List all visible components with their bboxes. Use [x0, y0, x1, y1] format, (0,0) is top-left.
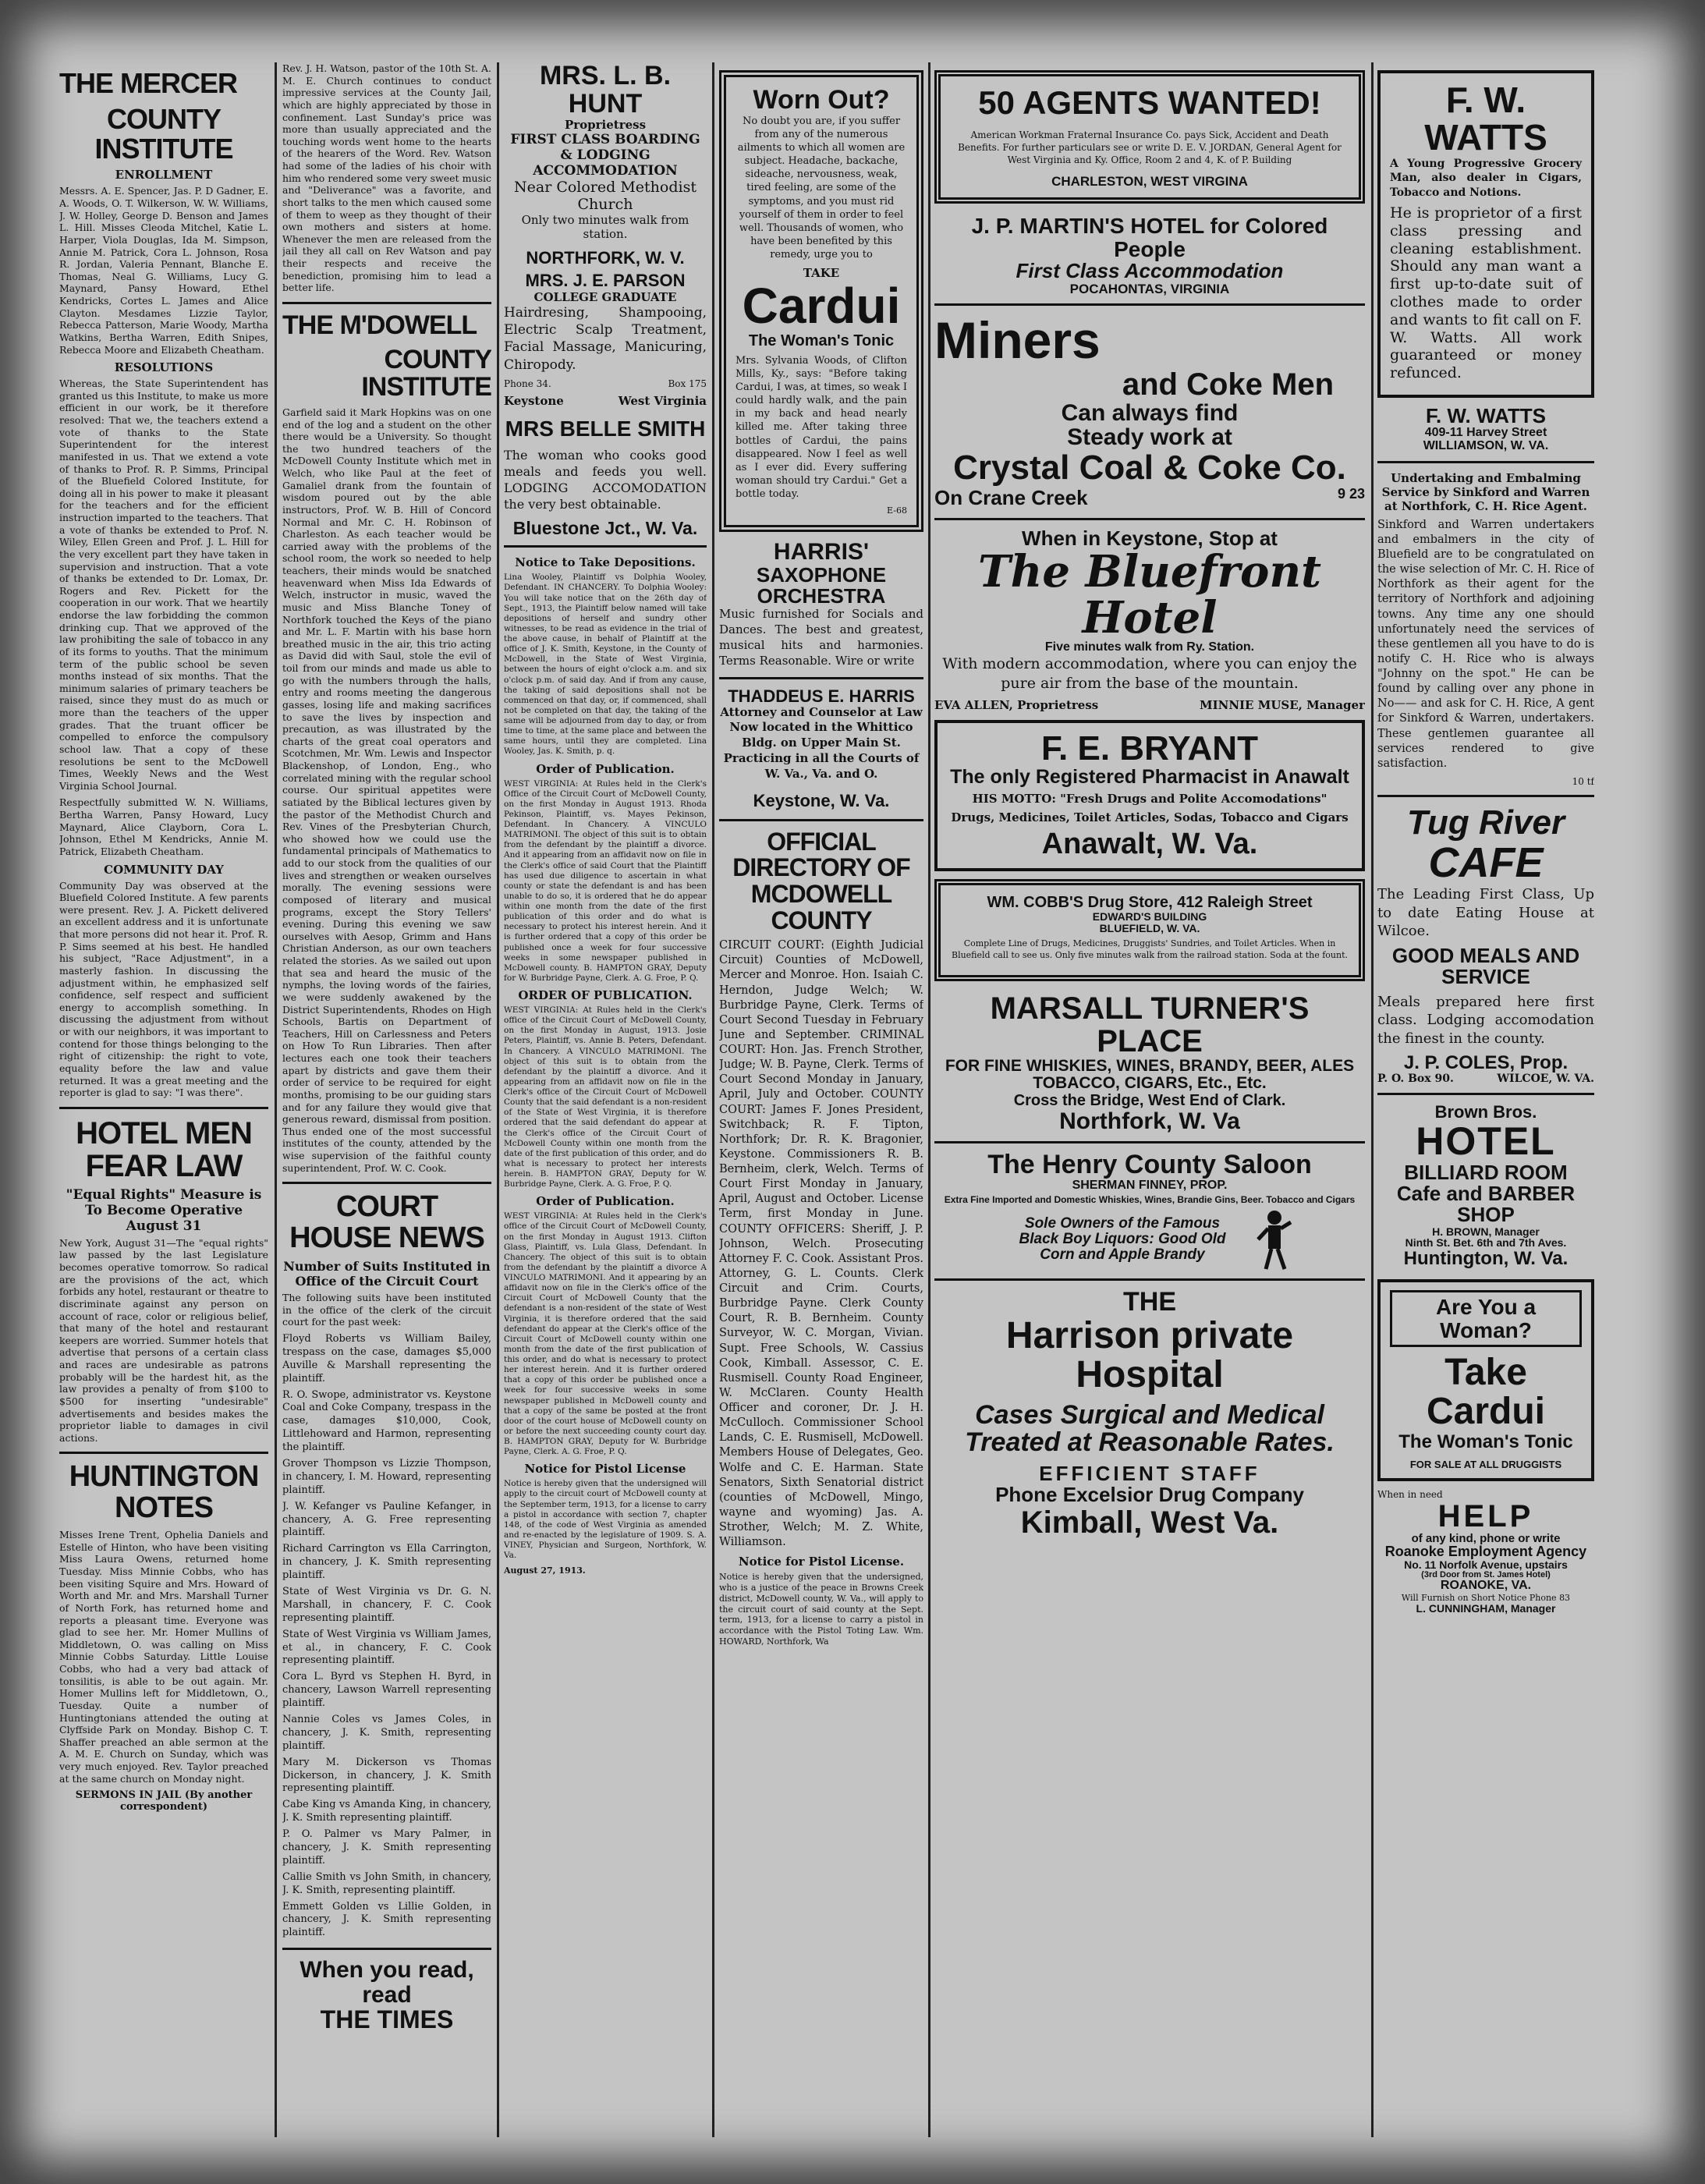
- column-6: [1377, 62, 1594, 2137]
- mercer-title: THE MERCER: [59, 67, 238, 99]
- times-line-2: THE TIMES: [320, 2005, 454, 2034]
- cobb-title: WM. COBB'S Drug Store, 412 Raleigh Street: [987, 894, 1313, 911]
- resolutions-text: Whereas, the State Superintendent has granted us this Institute, to make us more efficient in our work, be it therefore resolved: That we, the teachers extend a vote of thanks to the State Superintendent for the interest manifested in us. That we extend a vote of thanks to Prof. R. P. Simms, Principal of the Bluefield Colored Institute, for doing all in his power to make it pleasant for the teachers and for the efficient instruction imparted to the teachers. That a vote of thanks be extended to Prof. N. Wiley, Ellen Green and Prof. J. L. Hill for the very excellent part they have taken in supervision and instruction. That a vote of thanks be extended to Dr. Lomax, Dr. Rogers and Rev. Pickett for the cooperation in our work. That we heartily endorse the law forbidding the common drinking cup. That we approved of the law prohibiting the sale of tobacco in any of its forms to youths. That the minimum term of the public school be seven months instead of six months. That the minimum salaries of primary teachers be raised, since they must do as much or more than the teachers of the upper grades. That the truant officer be compelled to enforce the compulsory school law. That a copy of these resolutions be sent to the McDowell Times, Weekly News and the West Virginia School Journal.: [59, 378, 268, 792]
- cobb-ad: [934, 879, 1365, 981]
- miners-title: Miners: [934, 311, 1101, 370]
- martin-subtitle: First Class Accommodation: [1016, 259, 1284, 283]
- woman-take-cardui: Take Cardui: [1426, 1351, 1545, 1433]
- brown-cafe: Cafe and BARBER SHOP: [1396, 1182, 1576, 1227]
- worn-out-text: No doubt you are, if you suffer from any of the numerous ailments to which all women are subject. Headache, backache, sideache, nervousness, weak, tired feeling, are some of the symptoms, and you must rid yourself of them in order to feel well. Thousands of women, who have been benefited by this remedy, urge you to: [737, 115, 906, 261]
- watts-title: F. W. WATTS: [1424, 80, 1547, 158]
- notice-text: Lina Wooley, Plaintiff vs Dolphia Wooley, Defendant. IN CHANCERY. To Dolphia Wooley: You will take notice that on the 26th day of Sept., 1913, the Plaintiff below named will take depositions of herself and sundry other witnesses, to be read as evidence in the trial of the above cause, in behalf of Plaintiff at the office of J. K. Smith, Keystone, in the County of McDowell, in the State of West Virginia, between the hours of eight o'clock a.m. and six o'clock p.m. of said day. And if from any cause, the taking of said depositions shall not be commenced on that day, or, if commenced, shall not be completed on that day, the taking of the same will be adjourned from day to day, or from time to time, at the same place and between the same hours, until they are completed. Lina Wooley, Jas. K. Smith, p. q.: [504, 573, 707, 757]
- woman-tonic: The Woman's Tonic: [1398, 1431, 1573, 1452]
- tug-cafe: CAFE: [1428, 839, 1544, 887]
- directory-title: OFFICIAL DIRECTORY OF MCDOWELL COUNTY: [732, 827, 910, 934]
- notice-title: Notice to Take Depositions.: [515, 555, 696, 570]
- column-1: [59, 62, 268, 2137]
- watts-address: 409-11 Harvey Street: [1424, 426, 1547, 440]
- divider: [934, 1141, 1365, 1143]
- turner-text: FOR FINE WHISKIES, WINES, BRANDY, BEER, ALES TOBACCO, CIGARS, Etc., Etc.: [945, 1057, 1355, 1093]
- parson-contact: [504, 378, 707, 389]
- bluefront-name: The Bluefront Hotel: [978, 546, 1321, 644]
- agents-place: CHARLESTON, WEST VIRGINA: [1051, 173, 1248, 189]
- hunt-line-3: Only two minutes walk from station.: [521, 213, 689, 242]
- pistol2-title: Notice for Pistol License.: [738, 1555, 905, 1569]
- agents-text: American Workman Fraternal Insurance Co. pays Sick, Accident and Death Benefits. For further particulars see or write D. E. V. JORDAN, General Agent for West Virginia and Ky. Office, Room 2 and 4, K. of P. Building: [958, 129, 1342, 165]
- bryant-name: F. E. BRYANT: [1041, 729, 1258, 768]
- column-rule: [928, 62, 930, 2137]
- hospital-place: Kimball, West Va.: [1020, 1505, 1279, 1540]
- harris-title: HARRIS': [773, 539, 870, 566]
- divider: [934, 1278, 1365, 1281]
- thaddeus-text: Attorney and Counselor at Law Now located in the Whittico Bldg. on Upper Main St. Practicing in all the Courts of W. Va., Va. and O.: [720, 704, 923, 781]
- worn-out-take: TAKE: [803, 266, 840, 281]
- harris-title-2: SAXOPHONE ORCHESTRA: [756, 562, 887, 608]
- cardui-testimonial: Mrs. Sylvania Woods, of Clifton Mills, Ky., says: "Before taking Cardui, I was, at times, so weak I could hardly walk, and the pain in my back and head nearly killed me. After taking three bottles of Cardui, the pains disappeared. Now I feel as well as I ever did. Every suffering woman should try Cardui." Get a bottle today.: [736, 354, 907, 501]
- divider: [1377, 461, 1594, 463]
- crystal-name: Crystal Coal & Coke Co.: [953, 448, 1346, 487]
- thaddeus-place: Keystone, W. Va.: [753, 790, 890, 810]
- cardui-woman-ad: [1377, 1279, 1594, 1480]
- parson-place: Keystone West Virginia: [504, 394, 707, 409]
- times-line-1: When you read, read: [300, 1957, 474, 2008]
- resolutions-signature: Respectfully submitted W. N. Williams, Bertha Warren, Pansy Howard, Lucy Maynard, Alice Clayborn, Cora L. Johnson, Ethel M Kendricks, Annie M. Patrick, Elizabeth Cheatham.: [59, 796, 268, 857]
- black-boy-figure-icon: [1255, 1208, 1294, 1271]
- parson-sub: COLLEGE GRADUATE: [533, 289, 677, 304]
- divider: [59, 1107, 268, 1109]
- divider: [719, 677, 923, 679]
- sermons-heading: SERMONS IN JAIL (By another correspondent): [75, 1789, 253, 1814]
- tug-text: The Leading First Class, Up to date Eating House at Wilcoe.: [1377, 885, 1594, 940]
- help-subtitle: of any kind, phone or write: [1411, 1531, 1561, 1545]
- coles-contact: P. O. Box 90. WILCOE, W. VA.: [1377, 1072, 1594, 1086]
- hospital-title: Harrison private Hospital: [1005, 1314, 1294, 1396]
- hospital-phone: Phone Excelsior Drug Company: [995, 1483, 1304, 1507]
- hotel-law-subhead: "Equal Rights" Measure is To Become Operative August 31: [66, 1186, 262, 1234]
- cobb-text: Complete Line of Drugs, Medicines, Druggists' Sundries, and Toilet Articles. When in Bluefield call to see us. Only five minutes walk from the railroad station. Soda at the fount.: [951, 938, 1348, 960]
- turner-title: MARSALL TURNER'S PLACE: [990, 991, 1310, 1059]
- tug-text-2: Meals prepared here first class. Lodging accomodation the finest in the county.: [1377, 993, 1594, 1048]
- community-text: Community Day was observed at the Bluefield Colored Institute. A few parents were present. Rev. J. A. Pickett delivered an excellent address and it is unfortunate that more persons did not hear it. Prof. R. P. Sims seemed at his best. He handled his subject, "Race Adjustment", in a masterly fashion. In discussing the adjustment within, he emphasized self confidence, self respect and sufficient energy to accomplish something. In discussing the adjustment from without or with our neighbors, it was important to contend for those things belonging to the right of citizenship: the right to vote, equality before the law and value returned. It was a great meeting and the reporter is glad to say: "I was there".: [59, 879, 268, 1099]
- court-subhead: Number of Suits Instituted in Office of the Circuit Court: [283, 1259, 491, 1289]
- cobb-place: BLUEFIELD, W. VA.: [1099, 921, 1200, 934]
- court-item: Floyd Roberts vs William Bailey, trespass on the case, damages $5,000 Auville & Marshall representing the plaintiff.: [282, 1332, 491, 1384]
- cardui-logo: Cardui: [742, 278, 901, 335]
- woman-sale: FOR SALE AT ALL DRUGGISTS: [1409, 1458, 1562, 1470]
- undertaking-title: Undertaking and Embalming Service by Sinkford and Warren at Northfork, C. H. Rice Agent.: [1381, 470, 1590, 513]
- parson-text: Hairdresing, Shampooing, Electric Scalp Treatment, Facial Massage, Manicuring, Chiropody.: [504, 304, 707, 373]
- column-rule: [712, 62, 714, 2137]
- pistol-title: Notice for Pistol License: [524, 1462, 686, 1477]
- bryant-subtitle: The only Registered Pharmacist in Anawalt: [950, 765, 1349, 788]
- mcdowell-title: THE M'DOWELL: [282, 310, 477, 340]
- order2-text: WEST VIRGINIA: At Rules held in the Clerk's office of the Circuit Court of McDowell County, on the first Monday in August, 1913. Josie Peters, Plaintiff, vs. Annie B. Peters, Defendant. In Chancery. A VINCULO MATRIMONI. The object of this suit is to obtain from the defendant by the plaintiff a divorce. And it appearing from an affidavit now on file in the Clerk's office of the Circuit Court of McDowell County that the said defendant is a non-resident of the State of West Virginia, it is therefore ordered that the said defendant do appear at the Clerk's office of the Circuit Court of McDowell County within one month from the date of the first publication of this order, and do what is necessary to protect her interests herein. B. HAMPTON GRAY, Deputy for W. Burbridge Payne, Clerk. A. G. Froe, P. Q.: [504, 1005, 707, 1190]
- watts-name: F. W. WATTS: [1425, 403, 1547, 427]
- undertaking-code: 10 tf: [1572, 775, 1594, 787]
- column-4: [719, 62, 923, 2137]
- brown-billiard: BILLIARD ROOM: [1404, 1160, 1568, 1184]
- thaddeus-name: THADDEUS E. HARRIS: [728, 686, 915, 706]
- hunt-place: NORTHFORK, W. V.: [526, 248, 685, 268]
- court-list: [282, 1333, 491, 1940]
- column-2: [282, 62, 491, 2137]
- column-rule: [275, 62, 277, 2137]
- court-item: Callie Smith vs John Smith, in chancery, J. K. Smith, representing plaintiff.: [282, 1870, 491, 1896]
- community-heading: COMMUNITY DAY: [104, 862, 224, 877]
- hospital-staff: EFFICIENT STAFF: [1039, 1461, 1260, 1485]
- huntington-title: HUNTINGTON NOTES: [69, 1460, 259, 1525]
- brown-title: HOTEL: [1416, 1119, 1556, 1164]
- court-intro: The following suits have been instituted in the office of the clerk of the circuit court for the past week:: [282, 1292, 491, 1328]
- court-item: Cora L. Byrd vs Stephen H. Byrd, in chancery, Lawson Warrell representing plaintiff.: [282, 1671, 491, 1710]
- hunt-line-1: FIRST CLASS BOARDING & LODGING ACCOMMODATION: [510, 132, 700, 179]
- court-item: P. O. Palmer vs Mary Palmer, in chancery, J. K. Smith representing plaintiff.: [282, 1828, 491, 1867]
- hotel-law-text: New York, August 31—The "equal rights" law passed by the last Legislature becomes operative tomorrow. So radical are the provisions of the act, which forbids any hotel, restaurant or theatre to discriminate against any person on account of race, color or religious belief, that many of the hotel and restaurant keepers are worried. Summer hotels that advertise that persons of a certain class and races are undesirable as patrons probably will be the hardest hit, as the law provides a penalty of from $100 to $500 for inserting "undesirable" advertisements and besides makes the proprietor liable to damages in civil actions.: [59, 1236, 268, 1444]
- brown-place: Huntington, W. Va.: [1403, 1248, 1569, 1269]
- order3-text: WEST VIRGINIA: At Rules held in the Clerk's office of the Circuit Court of McDowell County, on the first Monday in August 1913. Clifton Glass, Plaintiff, vs. Lula Glass, Defendant. In Chancery. The object of this suit is to obtain from the defendant by the plaintiff a divorce A VINCULO MATRIMONI. And it appearing by an affidavit now on file in the Clerk's office of the Circuit Court of McDowell County that the defendant is a non-resident of the state of West Virginia, it is therefore ordered that the said defendant do appear at the Clerk's office of the Circuit Court of McDowell county within one month from the date of the first publication of this order, and do what is necessary to protect her interest herein. And it is further ordered that a copy of this order be published once a week for four successive weeks in some newspaper published in McDowell county and that a copy of the same be posted at the front door of the court house of McDowell county on or before the next succeeding county court day. B. HAMPTON GRAY, Deputy for W. Burbridge Payne, Clerk. A. G. Froe, P. Q.: [504, 1211, 707, 1457]
- coles-name: J. P. COLES, Prop.: [1403, 1051, 1569, 1073]
- divider: [282, 1948, 491, 1950]
- pistol-date: August 27, 1913.: [504, 1565, 586, 1576]
- help-title: HELP: [1437, 1498, 1534, 1533]
- huntington-text: Misses Irene Trent, Ophelia Daniels and Estelle of Hinton, who have been visiting Miss Laura Owens, returned home Tuesday. Miss Minnie Cobbs, who has been visiting Squire and Mrs. Howard of Worth and Mr. and Mrs. Marshall Turner of North Fork, has returned home and reports a pleasant time. Everyone was glad to see her. Mr. Homer Mullins of Middletown, O. was calling on Miss Minnie Cobbs Saturday. Little Louise Cobbs, who had a very bad attack of tonsilitis, is able to be out again. Mr. Homer Mullins left for Middletown, O., Tuesday. Quite a number of Huntingtonians attended the outing at Clyffside Park on Monday. Bishop C. T. Shaffer preached an able sermon at the A. M. E. Church on Sunday, which was very much enjoyed. Rev. Taylor preached at the same church on Monday night.: [59, 1529, 268, 1785]
- tug-meals: GOOD MEALS AND SERVICE: [1391, 944, 1580, 989]
- cardui-code: E-68: [887, 505, 907, 516]
- help-place: ROANOKE, VA.: [1440, 1579, 1532, 1593]
- brown-manager: H. BROWN, Manager: [1432, 1225, 1540, 1238]
- cardui-ad: [719, 70, 923, 532]
- divider: [719, 819, 923, 821]
- bluefront-pre: When in Keystone, Stop at: [1022, 526, 1278, 550]
- watts-place: WILLIAMSON, W. VA.: [1423, 439, 1549, 453]
- court-item: Nannie Coles vs James Coles, in chancery, J. K. Smith, representing plaintiff.: [282, 1714, 491, 1752]
- help-agency: Roanoke Employment Agency: [1384, 1544, 1587, 1560]
- saloon-prop: SHERMAN FINNEY, PROP.: [1072, 1178, 1228, 1192]
- divider: [282, 302, 491, 304]
- watts-text-2: He is proprietor of a first class pressing and cleaning establishment. Should any man want a first up-to-date suit of clothes made to order and wants to fit call on F. W. Watts. All work guaranteed or money refunced.: [1390, 204, 1582, 382]
- order1-title: Order of Publication.: [536, 761, 675, 776]
- crystal-line: On Crane Creek 9 23: [934, 485, 1365, 509]
- worn-out-title: Worn Out?: [753, 85, 890, 115]
- parson-phone: Phone 34.: [504, 378, 551, 390]
- divider: [282, 1182, 491, 1184]
- column-rule: [497, 62, 499, 2137]
- saloon-text: Extra Fine Imported and Domestic Whiskies, Wines, Brandie Gins, Beer. Tobacco and Cigars: [944, 1194, 1356, 1206]
- saloon-title: The Henry County Saloon: [987, 1150, 1312, 1179]
- divider: [934, 518, 1365, 520]
- court-title: COURT HOUSE NEWS: [289, 1190, 484, 1255]
- tug-title: Tug River: [1406, 803, 1565, 842]
- column-5: [934, 62, 1365, 2137]
- jail-services-text: Rev. J. H. Watson, pastor of the 10th St. A. M. E. Church continues to conduct impressive services at the County Jail, which are highly appreciated by those in confinement. Last Sunday's price was more than usually appreciated and the touching words went home to the hearts of the hearers of the Word. Rev. Watson had some of the ladies of his choir with him who rendered some very sweet music and "Deliverance" was a favorite, and short talks to the men which caused some of them to weep as they thought of their own mothers and sisters at home. Whenever the men are released from the jail they all call on Rev Watson and pay their respects and receive the benediction, promising him to lead a better life.: [282, 62, 491, 294]
- divider: [1377, 1093, 1594, 1095]
- harris-text: Music furnished for Socials and Dances. The best and greatest, musical hits and harmonies. Terms Reasonable. Wire or write: [719, 607, 923, 668]
- resolutions-heading: RESOLUTIONS: [114, 360, 214, 375]
- help-pre: When in need: [1377, 1488, 1443, 1500]
- court-item: State of West Virginia vs Dr. G. N. Marshall, in chancery, F. C. Cook representing plaintiff.: [282, 1586, 491, 1624]
- agents-title: 50 AGENTS WANTED!: [978, 84, 1321, 121]
- bluefront-props: EVA ALLEN, Proprietress MINNIE MUSE, Manager: [934, 697, 1365, 712]
- agents-ad: [934, 70, 1365, 204]
- turner-place: Northfork, W. Va: [1059, 1108, 1240, 1134]
- help-manager: L. CUNNINGHAM, Manager: [1416, 1602, 1556, 1615]
- hunt-proprietress: Proprietress: [564, 118, 647, 133]
- help-notice: Will Furnish on Short Notice Phone 83: [1401, 1593, 1571, 1604]
- bryant-place: Anawalt, W. Va.: [1041, 828, 1258, 861]
- brown-pre: Brown Bros.: [1434, 1102, 1537, 1122]
- martin-title: J. P. MARTIN'S HOTEL for Colored People: [971, 214, 1328, 261]
- mcdowell-text: Garfield said it Mark Hopkins was on one end of the log and a student on the other there would be a University. So thought the two hundred teachers of the McDowell County Institute which met in Welch, who like Paul at the feet of Gamaliel drank from the fountain of wisdom poured out by the able instructors, Prof. W. B. Hill of Concord Normal and Mr. C. H. Robinson of Charleston. As each teacher would be carried away with the problems of the school room, the work so needed to help teachers, their minds would be snatched heavenward when Miss Ida Edwards of Welch, instructor in music, waved the music and Miss Blanche Toney of Northfork touched the Keys of the piano and Mr. L. F. Martin with his base horn breathed music in the air, this trio acting as David did with Saul, stole the evil of toil from our minds and made us able to go with the numbers through the halls, entry and rooms meeting the dangerous gasses, losing life and making sacrifices to save the lives by inspection and precaution, as was illustrated by the charts of the great coal operators and Scotchmen, Mr. Wm. Lewis and Inspector Blackenshop, of London, Eng., who correlated mining with the regular school course. Our spiritual appetites were satiated by the Biblical lectures given by the pastor of the Methodist Church and Rev. Vines of the Presbyterian Church, who showed how we could use the fundamental principals of Mathematics to add to our stock from the qualities of our lives and strengthen or weaken ourselves morally. The evening sessions were composed of literary and musical programs, except the Story Tellers' evening. During this evening we saw ourselves with Aesop, Grimm and Hans Christian Anderson, as our own teachers related the stories. As we sailed out upon that sea and heard the music of the nymphs, the loving words of the fairies, we were suddenly awakened by the District Superintendents, Rhodes on High Schools, Bartis on Department of Teachers, Hill on Carlessness and Peters on How To Run Libraries. Then after lectures each one took their teachers apart by districts and gave them their order of service to be required for eight months, promising to be our guiding stars and for any failure they would give that generous reward, dismissal from position. Thus ended one of the most successful institutes of the county, attended by the wise supervision of the faithful county superintendent, Prof. W. C. Cook.: [282, 406, 491, 1174]
- bluefront-subtitle: Five minutes walk from Ry. Station.: [1044, 640, 1255, 654]
- help-address-2: (3rd Door from St. James Hotel): [1421, 1569, 1551, 1580]
- divider: [1377, 795, 1594, 797]
- bluefront-text: With modern accommodation, where you can enjoy the pure air from the base of the mountain.: [942, 654, 1357, 692]
- bryant-motto: HIS MOTTO: "Fresh Drugs and Polite Accomodations": [972, 792, 1327, 807]
- mcdowell-title-2: COUNTY INSTITUTE: [361, 344, 491, 402]
- enrollment-heading: ENROLLMENT: [115, 168, 213, 183]
- miners-subtitle: and Coke Men: [1122, 367, 1334, 402]
- divider: [504, 545, 707, 548]
- hospital-the: THE: [1123, 1287, 1176, 1317]
- miners-line-3: Can always find: [1061, 399, 1239, 426]
- column-3: [504, 62, 707, 2137]
- court-item: Richard Carrington vs Ella Carrington, in chancery, J. K. Smith representing plaintiff.: [282, 1543, 491, 1582]
- cobb-subtitle: EDWARD'S BUILDING: [1092, 910, 1207, 923]
- smith-text: The woman who cooks good meals and feeds you well. LODGING ACCOMODATION the very best obtainable.: [504, 447, 707, 512]
- help-address: No. 11 Norfolk Avenue, upstairs: [1404, 1558, 1568, 1572]
- cardui-subtitle: The Woman's Tonic: [748, 332, 895, 349]
- court-item: Mary M. Dickerson vs Thomas Dickerson, in chancery, J. K. Smith representing plaintiff.: [282, 1756, 491, 1795]
- court-item: R. O. Swope, administrator vs. Keystone Coal and Coke Company, trespass in the case, damages $10,000, Cook, Littlehoward and Harmon, representing the plaintiff.: [282, 1388, 491, 1454]
- watts-ad: [1377, 70, 1594, 398]
- saloon-owners-row: [934, 1208, 1365, 1271]
- court-item: Emmett Golden vs Lillie Golden, in chancery, J. K. Smith representing plaintiff.: [282, 1900, 491, 1939]
- pistol-text: Notice is hereby given that the undersigned will apply to the circuit court of McDowell county at the September term, 1913, for a license to carry a pistol in accordance with section 7, chapter 148, of the code of West Virginia as amended and re-enacted by the legislature of 1909. S. A. VINEY, Physician and Surgeon, Northfork, W. Va.: [504, 1479, 707, 1561]
- court-item: State of West Virginia vs William James, et al., in chancery, F. C. Cook representing plaintiff.: [282, 1628, 491, 1667]
- watts-text-1: A Young Progressive Grocery Man, also dealer in Cigars, Tobacco and Notions.: [1390, 157, 1582, 199]
- turner-location: Cross the Bridge, West End of Clark.: [1013, 1091, 1286, 1109]
- court-item: Grover Thompson vs Lizzie Thompson, in chancery, I. M. Howard, representing plaintiff.: [282, 1457, 491, 1496]
- divider: [934, 303, 1365, 306]
- parson-name: MRS. J. E. PARSON: [525, 271, 686, 291]
- order2-title: ORDER OF PUBLICATION.: [518, 988, 693, 1003]
- court-item: J. W. Kefanger vs Pauline Kefanger, in chancery, A. G. Free representing plaintiff.: [282, 1500, 491, 1539]
- brown-address: Ninth St. Bet. 6th and 7th Aves.: [1405, 1236, 1567, 1250]
- hospital-subtitle: Cases Surgical and Medical Treated at Reasonable Rates.: [965, 1399, 1335, 1458]
- woman-question: Are You a Woman?: [1390, 1290, 1582, 1347]
- divider: [59, 1452, 268, 1454]
- court-item: Cabe King vs Amanda King, in chancery, J. K. Smith representing plaintiff.: [282, 1799, 491, 1824]
- hotel-law-title: HOTEL MEN FEAR LAW: [76, 1115, 252, 1183]
- martin-place: POCAHONTAS, VIRGINIA: [1069, 281, 1230, 296]
- pistol2-text: Notice is hereby given that the undersigned, who is a justice of the peace in Browns Creek district, McDowell county, W. Va., will apply to the circuit court of said county at the Sept. term, 1913, for a license to carry a pistol in accordance with the Pistol Toting Law. Wm. HOWARD, Northfork, Wa: [719, 1572, 923, 1647]
- enrollment-text: Messrs. A. E. Spencer, Jas. P. D Gadner, E. A. Woods, O. T. Wilkerson, W. W. Williams, J. W. Holley, George D. Benson and James L. Hill. Misses Cleoda Mitchel, Katie L. Harper, Viola Douglas, Ida M. Simpson, Annie M. Patrick, Cora L. Johnson, Rosa R. Jordan, Valeria Pennant, Blanche E. Thomas, Neal G. Williams, Lucy G. Maynard, Pansy Howard, Ethel Kendricks, Cortes L. James and Alice Clayton. Mesdames Lizzie Taylor, Rebecca Patterson, Marie Woody, Martha Watkins, Bertha Warren, Edith Snipes, Rebecca Moore and Elizabeth Cheatham.: [59, 185, 268, 356]
- undertaking-text: Sinkford and Warren undertakers and embalmers in the city of Bluefield are to be congratulated on the wise selection of Mr. C. H. Rice of Northfork as their agent for the territory of Northfork and adjoining towns. Any time any one should unfortunately need the services of these gentlemen all you have to do is notify C. H. Rice who is always "Johnny on the spot." He can be found by calling over any phone in No—— and ask for C. H. Rice, A gent for Sinkford & Warren, undertakers. These gentlemen guarantee all services rendered to give satisfaction.: [1377, 518, 1594, 770]
- order3-title: Order of Publication.: [536, 1194, 675, 1209]
- mercer-title-2: COUNTY INSTITUTE: [94, 102, 233, 165]
- saloon-owners: Sole Owners of the Famous Black Boy Liquors: Good Old Corn and Apple Brandy: [1019, 1215, 1226, 1264]
- miners-line-4: Steady work at: [1067, 424, 1232, 451]
- column-rule: [1371, 62, 1374, 2137]
- order1-text: WEST VIRGINIA: At Rules held in the Clerk's Office of the Circuit Court of McDowell County, on the first Monday in August 1913. Rhoda Pekinson, Plaintiff, vs. Mayes Pekinson, Defendant. In Chancery. A VINCULO MATRIMONI. The object of this suit is to obtain from the defendant by the plaintiff a divorce. And it appearing from an affidavit now on file in the Clerk's office of said Court that the Plaintiff has used due diligence to ascertain in what county or state the defendant is and has been unable to do so, it is ordered that he do appear within one month from the date of the first publication of this order and do what is necessary to protect his interest herein. And it is further ordered that a copy of this order be published once a week for four successive weeks in some newspaper published in McDowell county. B. HAMPTON GRAY, Deputy for W. Burbridge Payne, Clerk. A. G. Froe, P. Q.: [504, 778, 707, 983]
- smith-name: MRS BELLE SMITH: [505, 417, 706, 441]
- bryant-ad: [934, 720, 1365, 871]
- hunt-name: MRS. L. B. HUNT: [539, 62, 672, 119]
- bryant-goods: Drugs, Medicines, Toilet Articles, Sodas, Tobacco and Cigars: [951, 810, 1349, 825]
- directory-text: CIRCUIT COURT: (Eighth Judicial Circuit) Counties of McDowell, Mercer and Monroe. Hon. Isaiah C. Herndon, Judge Welch; W. Burbridge Payne, Clerk. Terms of Court Second Tuesday in February June and September. CRIMINAL COURT: Hon. Jas. French Strother, Judge; W. B. Payne, Clerk. Terms of Court Second Monday in January, April, July and October. COUNTY COURT: James F. Jones President, Switchback; R. F. Tipton, Northfork; Dr. R. K. Bragonier, Keystone. Commissioners R. B. Bernheim, clerk, Welch. Terms of Court First Monday in January, April, August and October. License Term, first Monday in June. COUNTY OFFICERS: Sheriff, J. P. Johnson, Welch. Prosecuting Attorney F. C. Cook. Assistant Pros. Attorney, G. L. Counts. Clerk Circuit and Crim. Courts, Burbridge Payne. Clerk County Court, R. B. Bernheim. County Surveyor, W. C. Morgan, Vivian. Supt. Free Schools, W. Cassius Cook, Kimball. Assessor, C. E. Rusmisell. County Road Engineer, W. McClaren. County Health Officer and coroner, Dr. J. H. McCulloch. Commissioner School Lands, C. E. Rusmisell, McDowell. Members House of Delegates, Geo. Wolfe and C. E. Harman. State Senators, Sixth Senatorial district (counties of McDowell, Mingo, wayne and wyoming) Jas. A. Strother, Welch; M. Z. White, Williamson.: [719, 939, 923, 1549]
- smith-place: Bluestone Jct., W. Va.: [512, 518, 698, 539]
- parson-box: Box 175: [668, 378, 707, 390]
- hunt-line-2: Near Colored Methodist Church: [514, 179, 697, 214]
